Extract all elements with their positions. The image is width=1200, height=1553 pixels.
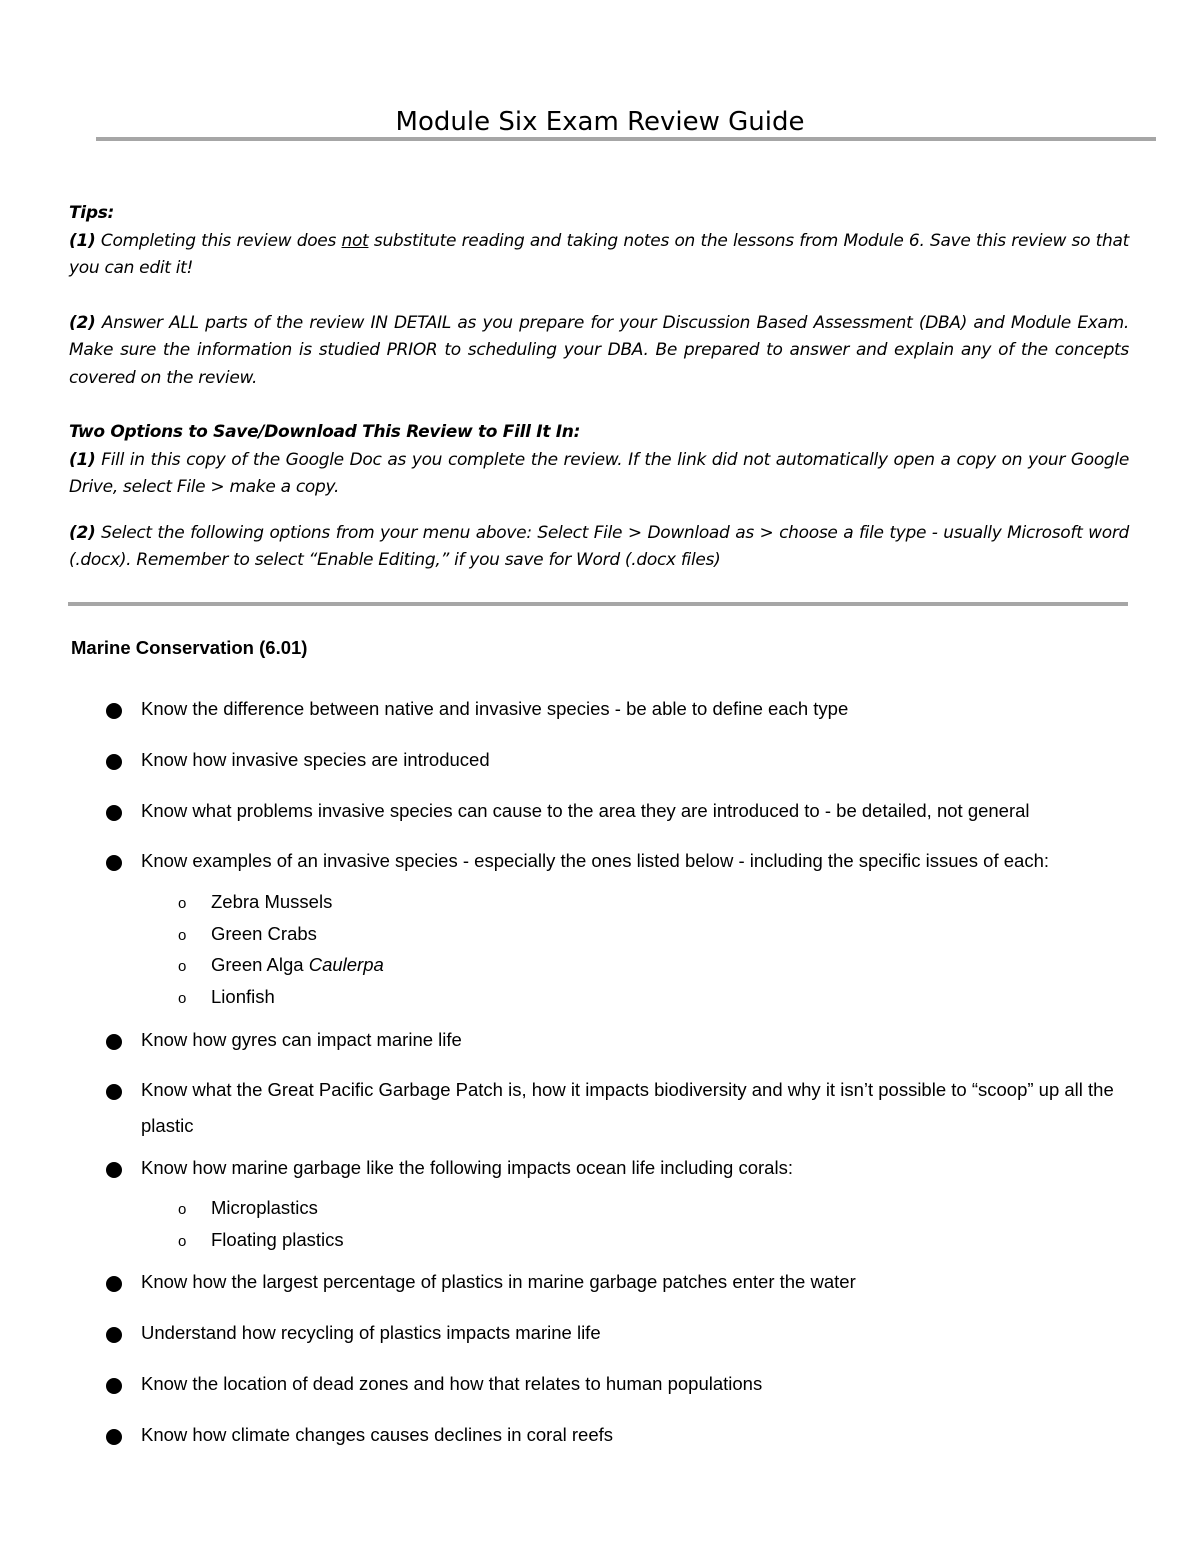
title-divider	[96, 137, 1156, 141]
bullet-icon	[106, 805, 122, 821]
circle-bullet-icon: o	[178, 1233, 187, 1250]
sub-list-item: o Green Alga Caulerpa	[178, 951, 384, 981]
circle-bullet-icon: o	[178, 927, 187, 944]
save-option-1: (1) Fill in this copy of the Google Doc as you complete the review. If the link did not automatically open a copy on your Google Drive, select File > make a copy.	[69, 449, 1129, 497]
sub-list-item: o Zebra Mussels	[178, 888, 332, 918]
list-item: Know the difference between native and invasive species - be able to define each type	[106, 691, 1146, 727]
list-item: Know examples of an invasive species - especially the ones listed below - including the specific issues of each:	[106, 843, 1146, 879]
tips-block	[69, 200, 1129, 575]
list-item: Know how the largest percentage of plastics in marine garbage patches enter the water	[106, 1264, 1146, 1300]
save-option-2: (2) Select the following options from your menu above: Select File > Download as > choose a file type - usually Microsoft word (.docx). Remember to select “Enable Editing,” if you save for Word (.docx files)	[69, 522, 1129, 570]
bullet-icon	[106, 1084, 122, 1100]
emphasis-not: not	[341, 230, 369, 251]
sub-list-item: o Lionfish	[178, 983, 275, 1013]
list-item: Understand how recycling of plastics impacts marine life	[106, 1315, 1146, 1351]
bullet-icon	[106, 1276, 122, 1292]
section-divider	[68, 602, 1128, 606]
list-item: Know how marine garbage like the following impacts ocean life including corals:	[106, 1150, 1146, 1186]
bullet-icon	[106, 754, 122, 770]
circle-bullet-icon: o	[178, 1201, 187, 1218]
sub-list-item: o Microplastics	[178, 1194, 318, 1224]
circle-bullet-icon: o	[178, 958, 187, 975]
bullet-icon	[106, 1429, 122, 1445]
bullet-icon	[106, 1034, 122, 1050]
section-heading: Marine Conservation (6.01)	[71, 637, 308, 658]
tip-2: (2) Answer ALL parts of the review IN DETAIL as you prepare for your Discussion Based Assessment (DBA) and Module Exam. Make sure the information is studied PRIOR to scheduling your DBA. Be prepared to answer and explain any of the concepts covered on the review.	[69, 312, 1129, 388]
save-options-heading: Two Options to Save/Download This Review to Fill It In:	[69, 422, 581, 442]
circle-bullet-icon: o	[178, 895, 187, 912]
list-item: Know what problems invasive species can cause to the area they are introduced to - be detailed, not general	[106, 793, 1146, 829]
bullet-icon	[106, 1378, 122, 1394]
page-title: Module Six Exam Review Guide	[395, 107, 805, 137]
sub-list-item: o Green Crabs	[178, 920, 317, 950]
circle-bullet-icon: o	[178, 990, 187, 1007]
tip-1: (1) Completing this review does not substitute reading and taking notes on the lessons from Module 6. Save this review so that you can edit it!	[69, 230, 1130, 278]
bullet-icon	[106, 703, 122, 719]
list-item: Know how climate changes causes declines in coral reefs	[106, 1417, 1146, 1453]
bullet-icon	[106, 855, 122, 871]
list-item: Know how invasive species are introduced	[106, 742, 1146, 778]
list-item: Know the location of dead zones and how that relates to human populations	[106, 1366, 1146, 1402]
bullet-icon	[106, 1162, 122, 1178]
bullet-icon	[106, 1327, 122, 1343]
list-item: Know what the Great Pacific Garbage Patch is, how it impacts biodiversity and why it isn’t possible to “scoop” up all the plastic	[106, 1072, 1146, 1144]
list-item: Know how gyres can impact marine life	[106, 1022, 1146, 1058]
tips-heading: Tips:	[69, 203, 115, 223]
sub-list-item: o Floating plastics	[178, 1226, 344, 1256]
genus-name: Caulerpa	[308, 954, 384, 975]
